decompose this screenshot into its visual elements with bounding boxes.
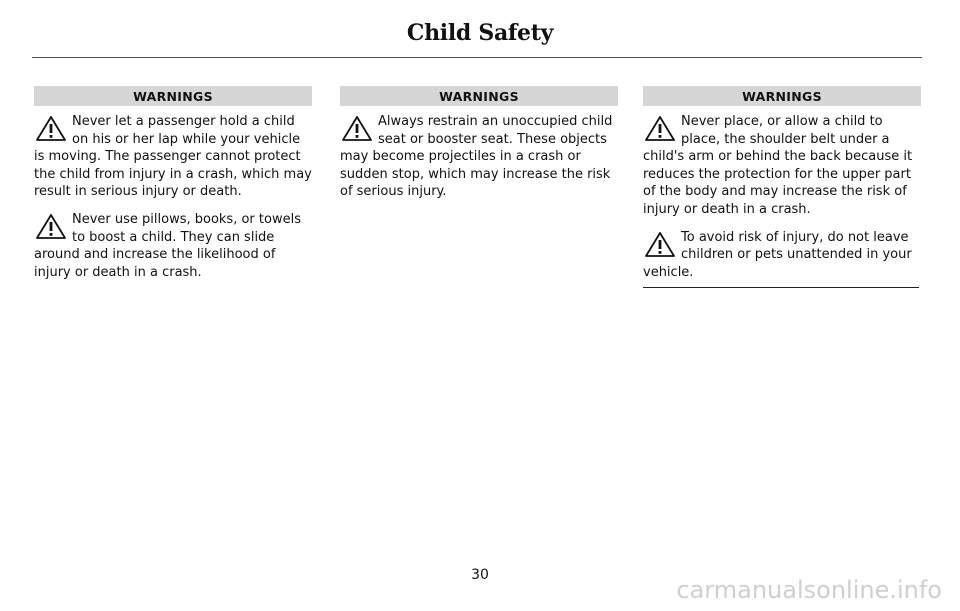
warning-text: Never place, or allow a child to place, the shoulder belt under a child's arm or behind the back because it reduces the protection for the upper part of the body and may increase the risk of injury or death in a crash. <box>643 114 913 217</box>
warnings-header: WARNINGS <box>34 86 312 106</box>
warning-item <box>643 113 921 219</box>
warning-triangle-icon <box>34 212 68 240</box>
warning-item <box>34 211 312 281</box>
warnings-column-1 <box>34 86 312 281</box>
warnings-column-2 <box>340 86 618 201</box>
warning-item <box>340 113 618 201</box>
warning-triangle-icon <box>34 114 68 142</box>
warning-text: To avoid risk of injury, do not leave children or pets unattended in your vehicle. <box>643 229 912 280</box>
warnings-header: WARNINGS <box>340 86 618 106</box>
title-divider <box>32 57 922 58</box>
warning-triangle-icon <box>643 114 677 142</box>
section-end-divider <box>643 287 919 288</box>
watermark: carmanualsonline.info <box>676 576 942 604</box>
warning-triangle-icon <box>643 230 677 258</box>
page-title: Child Safety <box>406 20 554 46</box>
warning-item <box>643 229 921 282</box>
warning-item <box>34 113 312 201</box>
warnings-column-3 <box>643 86 921 288</box>
warning-text: Never let a passenger hold a child on his or her lap while your vehicle is moving. The passenger cannot protect the child from injury in a crash, which may result in serious injury or death. <box>34 114 312 200</box>
page-number: 30 <box>471 567 489 583</box>
warning-text: Always restrain an unoccupied child seat or booster seat. These objects may become projectiles in a crash or sudden stop, which may increase the risk of serious injury. <box>340 114 613 200</box>
warning-text: Never use pillows, books, or towels to boost a child. They can slide around and increase the likelihood of injury or death in a crash. <box>34 211 301 280</box>
warnings-header: WARNINGS <box>643 86 921 106</box>
warning-triangle-icon <box>340 114 374 142</box>
